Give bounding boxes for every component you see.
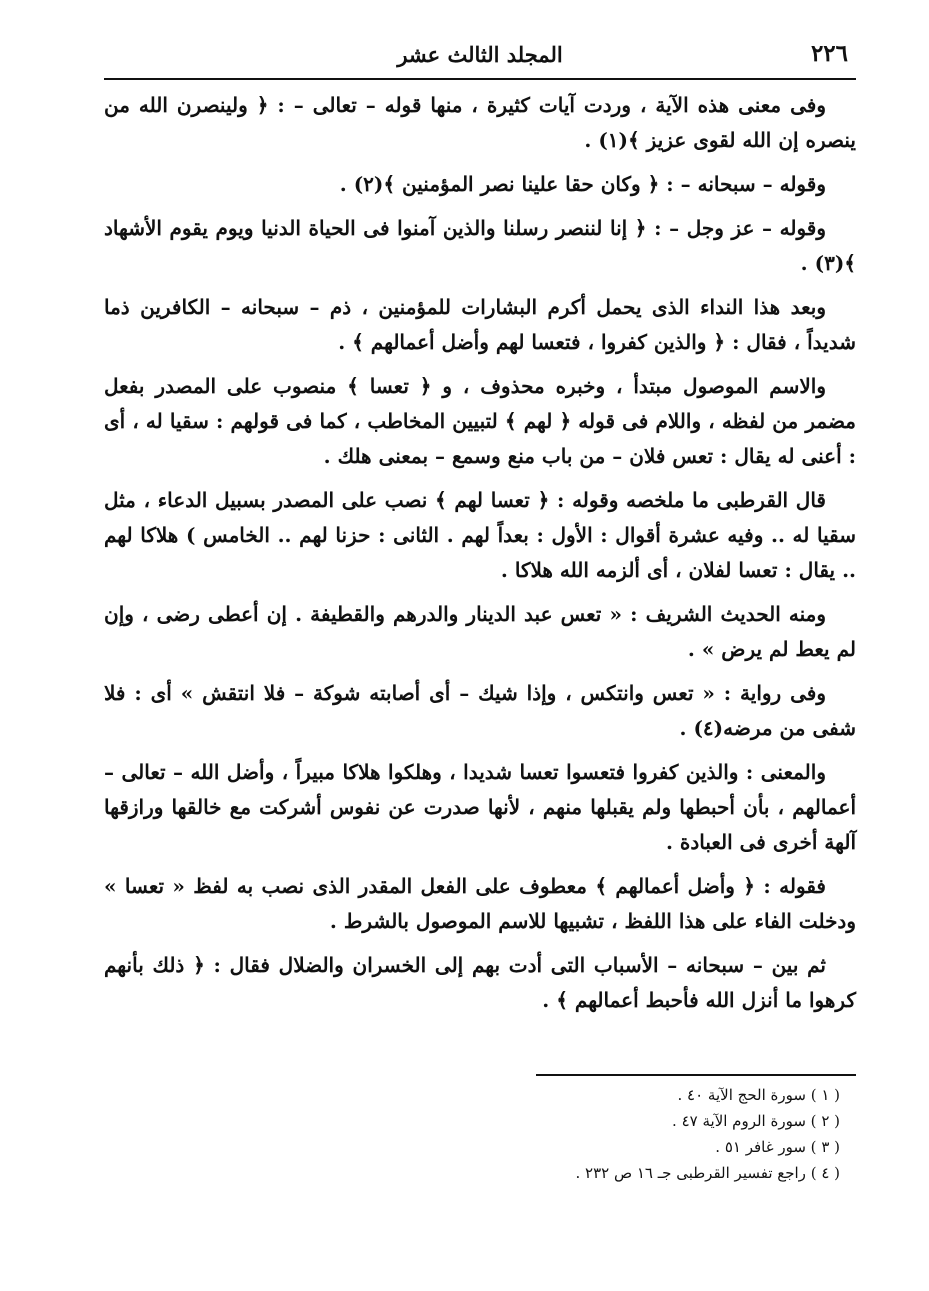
paragraph: وبعد هذا النداء الذى يحمل أكرم البشارات للمؤمنين ، ذم – سبحانه – الكافرين ذما شديداً ، فقال : ﴿ والذين كفروا ، فتعسا لهم وأضل أعمالهم ﴾ .: [104, 295, 856, 354]
footnotes: [380, 1082, 840, 1186]
main-text: [104, 88, 856, 1027]
paragraph: وفى معنى هذه الآية ، وردت آيات كثيرة ، منها قوله – تعالى – : ﴿ ولينصرن الله من ينصره إن الله لقوى عزيز ﴾(١) .: [104, 93, 856, 152]
paragraph: والاسم الموصول مبتدأ ، وخبره محذوف ، و ﴿ تعسا ﴾ منصوب على المصدر بفعل مضمر من لفظه ، واللام فى قوله ﴿ لهم ﴾ لتبيين المخاطب ، كما فى قولهم : سقيا له ، أى : أعنى له يقال : تعس فلان – من باب منع وسمع – بمعنى هلك .: [104, 374, 856, 468]
paragraph: فقوله : ﴿ وأضل أعمالهم ﴾ معطوف على الفعل المقدر الذى نصب به لفظ « تعسا » ودخلت الفاء على هذا اللفظ ، تشبيها للاسم الموصول بالشرط .: [104, 874, 856, 933]
footnote: ( ٢ ) سورة الروم الآية ٤٧ .: [672, 1112, 840, 1130]
paragraph: وفى رواية : « تعس وانتكس ، وإذا شيك – أى أصابته شوكة – فلا انتقش » أى : فلا شفى من مرضه(٤) .: [104, 681, 856, 740]
paragraph: ومنه الحديث الشريف : « تعس عبد الدينار والدرهم والقطيفة . إن أعطى رضى ، وإن لم يعط لم يرض » .: [104, 602, 856, 661]
footnote: ( ٣ ) سور غافر ٥١ .: [715, 1138, 840, 1156]
footnote: ( ٤ ) راجع تفسير القرطبى جـ ١٦ ص ٢٣٢ .: [575, 1164, 840, 1182]
paragraph: وقوله – عز وجل – : ﴿ إنا لننصر رسلنا والذين آمنوا فى الحياة الدنيا ويوم يقوم الأشهاد ﴾(٣) .: [104, 216, 856, 275]
footnote-divider: [536, 1074, 856, 1076]
page-number: ٢٢٦: [810, 40, 848, 67]
paragraph: ثم بين – سبحانه – الأسباب التى أدت بهم إلى الخسران والضلال فقال : ﴿ ذلك بأنهم كرهوا ما أنزل الله فأحبط أعمالهم ﴾ .: [104, 953, 856, 1012]
running-title: المجلد الثالث عشر: [397, 42, 563, 67]
paragraph: وقوله – سبحانه – : ﴿ وكان حقا علينا نصر المؤمنين ﴾(٢) .: [339, 172, 826, 196]
page-header: [104, 36, 856, 80]
paragraph: والمعنى : والذين كفروا فتعسوا تعسا شديدا ، وهلكوا هلاكا مبيراً ، وأضل الله – تعالى – أعمالهم ، بأن أحبطها ولم يقبلها منهم ، لأنها صدرت عن نفوس أشركت مع خالقها ورازقها آلهة أخرى فى العبادة .: [104, 760, 856, 854]
paragraph: قال القرطبى ما ملخصه وقوله : ﴿ تعسا لهم ﴾ نصب على المصدر بسبيل الدعاء ، مثل سقيا له .. وفيه عشرة أقوال : الأول : بعداً لهم . الثانى : حزنا لهم .. الخامس ) هلاكا لهم .. يقال : تعسا لفلان ، أى ألزمه الله هلاكا .: [104, 488, 856, 582]
footnote: ( ١ ) سورة الحج الآية ٤٠ .: [677, 1086, 840, 1104]
